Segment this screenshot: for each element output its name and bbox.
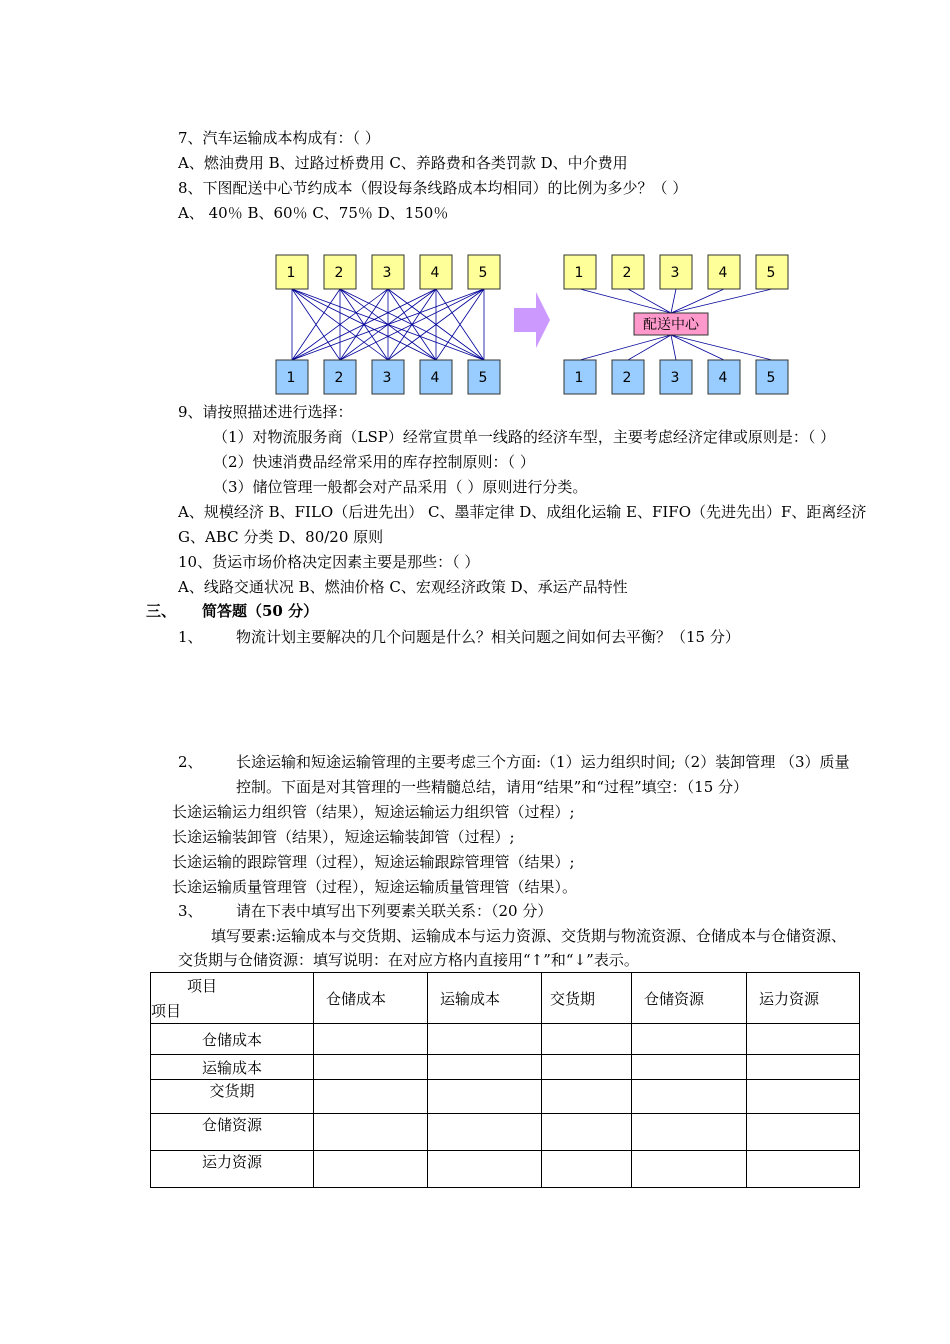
node-label: 1 (286, 265, 296, 281)
route-line (580, 335, 671, 360)
node-label: 2 (622, 265, 632, 281)
node-label: 5 (766, 370, 776, 386)
supplier-node (708, 255, 740, 289)
table-cell[interactable] (747, 1024, 860, 1055)
sq3-number: 3、 (178, 902, 203, 920)
node-label: 5 (766, 265, 776, 281)
table-cell[interactable] (542, 1114, 632, 1151)
table-cell[interactable] (747, 1114, 860, 1151)
column-header: 交货期 (542, 973, 632, 1024)
table-row (151, 1151, 860, 1188)
sq3-text: 请在下表中填写出下列要素关联关系：（20 分） (236, 902, 553, 920)
node-label: 2 (334, 370, 344, 386)
q9-item2: （2）快速消费品经常采用的库存控制原则：（ ） (213, 453, 535, 471)
store-node (660, 360, 692, 394)
distribution-center-diagram (268, 248, 792, 400)
node-label: 3 (382, 370, 392, 386)
node-label: 1 (574, 370, 584, 386)
q7-question: 7、汽车运输成本构成有：（ ） (178, 129, 380, 147)
node-label: 4 (430, 370, 440, 386)
sq1-text: 物流计划主要解决的几个问题是什么？相关问题之间如何去平衡？（15 分） (236, 628, 740, 646)
supplier-node (372, 255, 404, 289)
row-header: 仓储成本 (151, 1024, 314, 1055)
store-node (612, 360, 644, 394)
sq2-answer-4: 长途运输质量管理管（过程），短途运输质量管理管（结果）。 (172, 878, 578, 896)
table-cell[interactable] (428, 1114, 542, 1151)
table-cell[interactable] (542, 1055, 632, 1080)
column-header: 运力资源 (747, 973, 860, 1024)
q9-item1: （1）对物流服务商（LSP）经常宣贯单一线路的经济车型，主要考虑经济定律或原则是：（ ） (213, 428, 836, 446)
q9-item3: （3）储位管理一般都会对产品采用（ ）原则进行分类。 (213, 478, 588, 496)
route-line (671, 289, 724, 313)
supplier-node (756, 255, 788, 289)
column-header: 仓储成本 (314, 973, 428, 1024)
supplier-node (420, 255, 452, 289)
table-cell[interactable] (632, 1151, 747, 1188)
table-cell[interactable] (542, 1024, 632, 1055)
q8-question: 8、下图配送中心节约成本（假设每条线路成本均相同）的比例为多少？（ ） (178, 179, 688, 197)
right-arrow-icon (514, 292, 550, 348)
table-row (151, 1080, 860, 1114)
table-corner-cell (151, 973, 314, 1024)
sq2-answer-1: 长途运输运力组织管（结果），短途运输运力组织管（过程）; (172, 803, 575, 821)
route-line (628, 289, 671, 313)
sq3-fill2: 交货期与仓储资源：填写说明：在对应方格内直接用“↑”和“↓”表示。 (178, 951, 639, 969)
node-label: 4 (718, 265, 728, 281)
node-label: 1 (286, 370, 296, 386)
route-line (671, 335, 676, 360)
supplier-node (468, 255, 500, 289)
supplier-node (324, 255, 356, 289)
store-node (276, 360, 308, 394)
row-header: 运力资源 (151, 1151, 314, 1188)
route-line (628, 335, 671, 360)
table-row (151, 1114, 860, 1151)
route-line (671, 335, 724, 360)
node-label: 3 (670, 370, 680, 386)
table-row (151, 1055, 860, 1080)
node-label: 4 (718, 370, 728, 386)
table-cell[interactable] (747, 1055, 860, 1080)
sq1-number: 1、 (178, 628, 203, 646)
corner-label-bottom: 项目 (151, 1002, 182, 1020)
table-cell[interactable] (314, 1055, 428, 1080)
relation-table (150, 972, 860, 1188)
store-node (564, 360, 596, 394)
supplier-node (276, 255, 308, 289)
q9-question: 9、请按照描述进行选择： (178, 403, 353, 421)
sq2-answer-2: 长途运输装卸管（结果），短途运输装卸管（过程）; (172, 828, 515, 846)
table-cell[interactable] (428, 1055, 542, 1080)
table-cell[interactable] (542, 1080, 632, 1114)
table-cell[interactable] (314, 1024, 428, 1055)
column-header: 仓储资源 (632, 973, 747, 1024)
column-header: 运输成本 (428, 973, 542, 1024)
table-cell[interactable] (314, 1114, 428, 1151)
table-cell[interactable] (314, 1080, 428, 1114)
q9-options2: G、ABC 分类 D、80/20 原则 (178, 528, 384, 546)
direct-routes-lines (292, 289, 484, 360)
route-line (671, 289, 676, 313)
distribution-center-label: 配送中心 (643, 317, 699, 333)
node-label: 5 (478, 265, 488, 281)
node-label: 5 (478, 370, 488, 386)
q10-question: 10、货运市场价格决定因素主要是那些：（ ） (178, 553, 480, 571)
section3-title: 简答题（50 分） (202, 602, 319, 620)
sq2-number: 2、 (178, 753, 203, 771)
sq2-text2: 控制。下面是对其管理的一些精髓总结，请用“结果”和“过程”填空：（15 分） (236, 778, 749, 796)
section3-number: 三、 (146, 602, 177, 620)
table-cell[interactable] (314, 1151, 428, 1188)
q9-options1: A、规模经济 B、FILO（后进先出） C、墨菲定律 D、成组化运输 E、FIFO（先进先出）F、距离经济 (178, 503, 867, 521)
store-node (756, 360, 788, 394)
sq3-fill1: 填写要素:运输成本与交货期、运输成本与运力资源、交货期与物流资源、仓储成本与仓储资源、 (211, 927, 847, 945)
route-line (671, 335, 772, 360)
q8-options: A、 40％ B、60％ C、75％ D、150％ (178, 204, 449, 222)
supplier-node (612, 255, 644, 289)
store-node (708, 360, 740, 394)
q10-options: A、线路交通状况 B、燃油价格 C、宏观经济政策 D、承运产品特性 (178, 578, 628, 596)
table-cell[interactable] (632, 1055, 747, 1080)
sq2-text1: 长途运输和短途运输管理的主要考虑三个方面:（1）运力组织时间;（2）装卸管理 （3）质量 (236, 753, 850, 771)
store-node (372, 360, 404, 394)
node-label: 2 (334, 265, 344, 281)
node-label: 3 (670, 265, 680, 281)
corner-label-top: 项目 (187, 977, 218, 995)
node-label: 2 (622, 370, 632, 386)
sq2-answer-3: 长途运输的跟踪管理（过程），短途运输跟踪管理管（结果）; (172, 853, 575, 871)
node-label: 1 (574, 265, 584, 281)
route-line (580, 289, 671, 313)
table-cell[interactable] (747, 1151, 860, 1188)
table-cell[interactable] (428, 1151, 542, 1188)
supplier-node (564, 255, 596, 289)
table-header-row (151, 973, 860, 1024)
table-cell[interactable] (542, 1151, 632, 1188)
store-node (324, 360, 356, 394)
node-label: 3 (382, 265, 392, 281)
table-cell[interactable] (632, 1080, 747, 1114)
route-line (671, 289, 772, 313)
table-cell[interactable] (632, 1114, 747, 1151)
row-header: 仓储资源 (151, 1114, 314, 1151)
supplier-node (660, 255, 692, 289)
node-label: 4 (430, 265, 440, 281)
row-header: 运输成本 (151, 1055, 314, 1080)
table-cell[interactable] (428, 1080, 542, 1114)
store-node (468, 360, 500, 394)
table-cell[interactable] (632, 1024, 747, 1055)
row-header: 交货期 (151, 1080, 314, 1114)
table-cell[interactable] (747, 1080, 860, 1114)
q7-options: A、燃油费用 B、过路过桥费用 C、养路费和各类罚款 D、中介费用 (178, 154, 628, 172)
store-node (420, 360, 452, 394)
table-cell[interactable] (428, 1024, 542, 1055)
table-row (151, 1024, 860, 1055)
